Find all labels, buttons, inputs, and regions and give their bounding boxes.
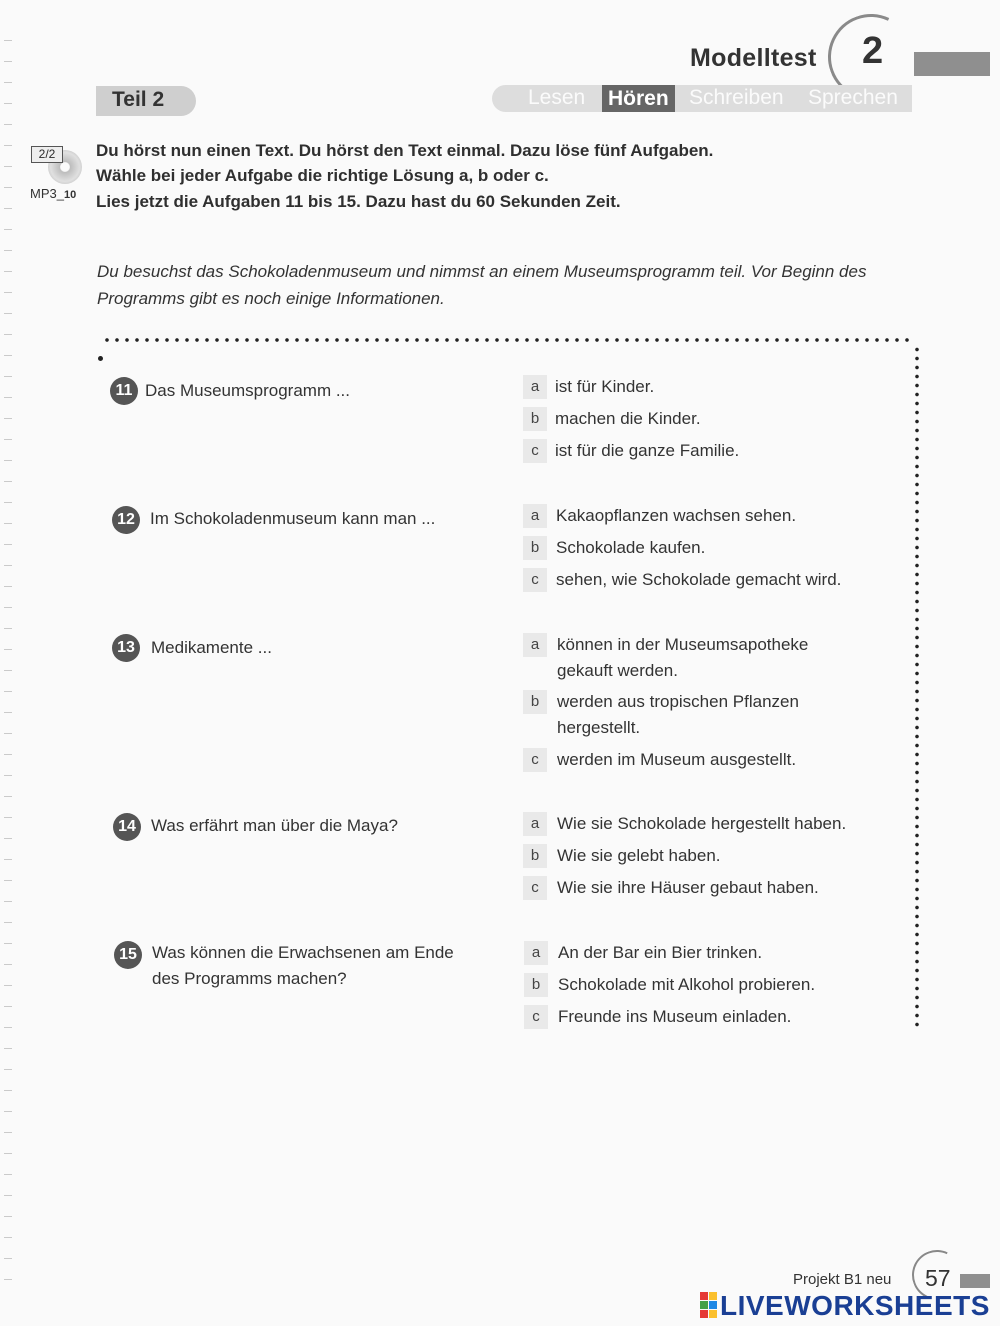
q11-option-c-letter[interactable]: c xyxy=(523,439,547,463)
q11-option-c[interactable]: ist für die ganze Familie. xyxy=(555,441,740,460)
q15-option-b[interactable]: Schokolade mit Alkohol probieren. xyxy=(558,975,816,994)
question-15-number: 15 xyxy=(114,941,142,969)
question-14-text: Was erfährt man über die Maya? xyxy=(151,816,398,835)
q13-option-b-letter[interactable]: b xyxy=(523,690,547,714)
q13-option-a[interactable]: können in der Museumsapotheke gekauft werden. xyxy=(557,635,809,680)
intro-text: Du besuchst das Schokoladenmuseum und nimmst an einem Museumsprogramm teil. Vor Beginn des Programms gibt es noch einige Informationen. xyxy=(97,262,867,308)
q11-option-b[interactable]: machen die Kinder. xyxy=(555,409,701,428)
q12-option-b[interactable]: Schokolade kaufen. xyxy=(556,538,706,557)
page-margin-marks xyxy=(4,40,12,1300)
q12-option-a-letter[interactable]: a xyxy=(523,504,547,528)
dotted-frame-right xyxy=(914,345,920,1030)
question-11-number: 11 xyxy=(110,377,138,405)
dotted-frame-dot xyxy=(98,356,103,361)
logo-square-4 xyxy=(709,1301,717,1309)
cd-label: 2/2 xyxy=(31,146,63,163)
mp3-track: 10 xyxy=(63,189,77,201)
question-12-text: Im Schokoladenmuseum kann man ... xyxy=(150,509,436,528)
question-13-number: 13 xyxy=(112,634,140,662)
q14-option-a[interactable]: Wie sie Schokolade hergestellt haben. xyxy=(557,814,847,833)
footer-book-title: Projekt B1 neu xyxy=(793,1271,892,1288)
q15-option-b-letter[interactable]: b xyxy=(524,973,548,997)
logo-square-6 xyxy=(709,1310,717,1318)
question-14-number: 14 xyxy=(113,813,141,841)
q15-option-c-letter[interactable]: c xyxy=(524,1005,548,1029)
teil-label: Teil 2 xyxy=(112,88,165,111)
q12-option-a[interactable]: Kakaopflanzen wachsen sehen. xyxy=(556,506,797,525)
skill-sprechen: Sprechen xyxy=(808,86,898,109)
modelltest-title: Modelltest xyxy=(690,44,817,72)
q11-option-b-letter[interactable]: b xyxy=(523,407,547,431)
skill-schreiben: Schreiben xyxy=(689,86,784,109)
mp3-label xyxy=(30,186,76,201)
q12-option-c-letter[interactable]: c xyxy=(523,568,547,592)
q15-option-c[interactable]: Freunde ins Museum einladen. xyxy=(558,1007,792,1026)
q15-option-a-letter[interactable]: a xyxy=(524,941,548,965)
q14-option-b-letter[interactable]: b xyxy=(523,844,547,868)
q12-option-b-letter[interactable]: b xyxy=(523,536,547,560)
q14-option-b[interactable]: Wie sie gelebt haben. xyxy=(557,846,721,865)
q15-option-a[interactable]: An der Bar ein Bier trinken. xyxy=(558,943,763,962)
q11-option-a-letter[interactable]: a xyxy=(523,375,547,399)
instruction-line-2: Wähle bei jeder Aufgabe die richtige Lösung a, b oder c. xyxy=(96,166,549,185)
logo-square-3 xyxy=(700,1301,708,1309)
dotted-frame-top xyxy=(102,337,910,343)
modelltest-number: 2 xyxy=(862,30,884,72)
liveworksheets-brand[interactable]: LIVEWORKSHEETS xyxy=(720,1290,990,1321)
q13-option-b[interactable]: werden aus tropischen Pflanzen hergestellt. xyxy=(557,692,799,737)
q13-option-a-letter[interactable]: a xyxy=(523,633,547,657)
question-13-text: Medikamente ... xyxy=(151,638,272,657)
mp3-prefix: MP3_ xyxy=(30,186,64,201)
q12-option-c[interactable]: sehen, wie Schokolade gemacht wird. xyxy=(556,570,842,589)
skill-hoeren: Hören xyxy=(602,85,675,112)
question-11-text: Das Museumsprogramm ... xyxy=(145,381,350,400)
logo-square-1 xyxy=(700,1292,708,1300)
q13-option-c[interactable]: werden im Museum ausgestellt. xyxy=(557,750,797,769)
logo-square-2 xyxy=(709,1292,717,1300)
footer-bar xyxy=(960,1274,990,1288)
instruction-line-3: Lies jetzt die Aufgaben 11 bis 15. Dazu hast du 60 Sekunden Zeit. xyxy=(96,192,621,211)
page-number: 57 xyxy=(925,1265,951,1291)
instruction-line-1: Du hörst nun einen Text. Du hörst den Text einmal. Dazu löse fünf Aufgaben. xyxy=(96,141,714,160)
liveworksheets-logo-icon xyxy=(700,1292,718,1320)
question-12-number: 12 xyxy=(112,506,140,534)
logo-square-5 xyxy=(700,1310,708,1318)
question-15-text: Was können die Erwachsenen am Ende des Programms machen? xyxy=(152,943,454,988)
header-bar xyxy=(914,52,990,76)
q11-option-a[interactable]: ist für Kinder. xyxy=(555,377,655,396)
q14-option-c[interactable]: Wie sie ihre Häuser gebaut haben. xyxy=(557,878,819,897)
skill-lesen: Lesen xyxy=(528,86,586,109)
q13-option-c-letter[interactable]: c xyxy=(523,748,547,772)
q14-option-c-letter[interactable]: c xyxy=(523,876,547,900)
q14-option-a-letter[interactable]: a xyxy=(523,812,547,836)
